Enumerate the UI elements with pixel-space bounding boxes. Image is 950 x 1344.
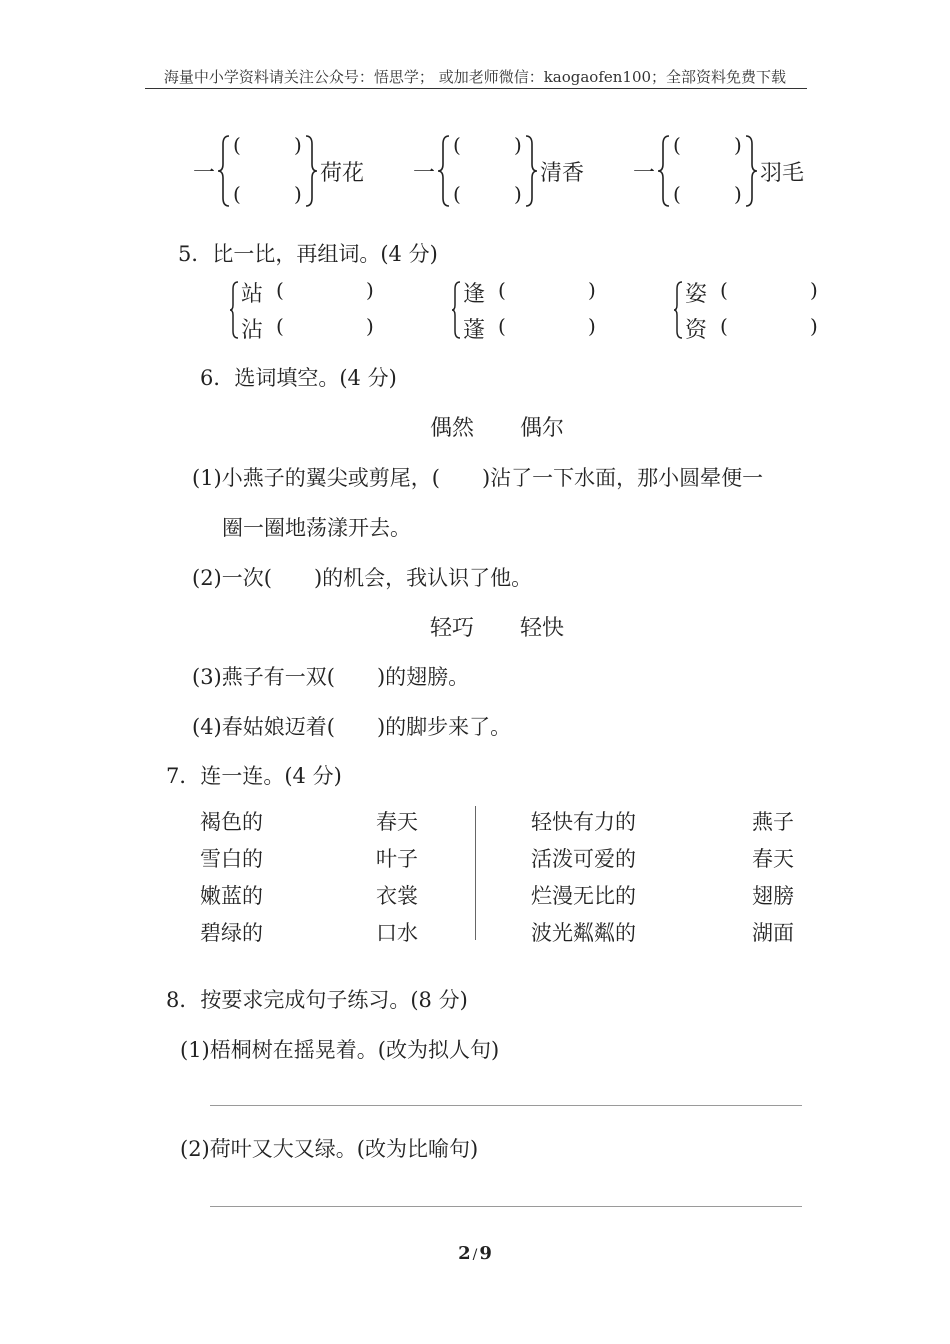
blank-close-paren: )	[514, 133, 522, 157]
column-divider	[475, 806, 476, 940]
q7-left-b: 口水	[376, 921, 418, 945]
q7-left-b: 春天	[376, 810, 418, 834]
q6-choice: 轻巧	[430, 616, 475, 641]
blank-open-paren: (	[498, 278, 506, 302]
blank-close-paren: )	[734, 182, 742, 206]
q8-item-1: (1)梧桐树在摇晃着。(改为拟人句)	[180, 1038, 500, 1062]
right-brace-icon	[304, 134, 318, 208]
q6-choice: 偶然	[430, 416, 475, 441]
blank-close-paren: )	[294, 182, 302, 206]
q5-char: 资	[685, 318, 708, 343]
blank-close-paren: )	[810, 314, 818, 338]
blank-close-paren: )	[294, 133, 302, 157]
left-brace-icon	[657, 134, 671, 208]
blank-open-paren: (	[673, 133, 681, 157]
q8-title: 8．按要求完成句子练习。(8 分)	[166, 988, 468, 1012]
q8-item-2: (2)荷叶又大又绿。(改为比喻句)	[180, 1137, 479, 1161]
left-brace-icon	[217, 134, 231, 208]
q5-char: 蓬	[463, 318, 486, 343]
q4-prefix: 一	[413, 161, 436, 186]
page-number	[0, 1243, 950, 1264]
q5-char: 逢	[463, 282, 486, 307]
left-brace-icon	[229, 281, 239, 339]
blank-close-paren: )	[588, 278, 596, 302]
blank-open-paren: (	[720, 278, 728, 302]
blank-close-paren: )	[734, 133, 742, 157]
q7-right-b: 燕子	[752, 810, 794, 834]
q7-left-b: 衣裳	[376, 884, 418, 908]
page-separator: /	[472, 1247, 478, 1263]
q5-char: 沾	[241, 318, 264, 343]
blank-open-paren: (	[233, 182, 241, 206]
q5-char: 姿	[685, 282, 708, 307]
blank-close-paren: )	[810, 278, 818, 302]
answer-line[interactable]	[210, 1206, 802, 1207]
page-total: 9	[479, 1243, 492, 1264]
q5-title: 5．比一比，再组词。(4 分)	[178, 242, 438, 266]
q7-left-a: 褐色的	[200, 810, 263, 834]
q7-right-a: 波光粼粼的	[531, 921, 636, 945]
q4-prefix: 一	[633, 161, 656, 186]
q5-char: 站	[241, 282, 264, 307]
blank-open-paren: (	[498, 314, 506, 338]
q7-right-a: 轻快有力的	[531, 810, 636, 834]
blank-open-paren: (	[673, 182, 681, 206]
answer-line[interactable]	[210, 1105, 802, 1106]
q6-item-2: (2)一次( )的机会，我认识了他。	[192, 566, 533, 590]
page-current: 2	[458, 1243, 471, 1264]
q7-right-b: 春天	[752, 847, 794, 871]
q7-right-a: 活泼可爱的	[531, 847, 636, 871]
blank-open-paren: (	[233, 133, 241, 157]
q7-left-b: 叶子	[376, 847, 418, 871]
q7-left-a: 嫩蓝的	[200, 884, 263, 908]
right-brace-icon	[744, 134, 758, 208]
q6-item-3: (3)燕子有一双( )的翅膀。	[192, 665, 470, 689]
q7-title: 7．连一连。(4 分)	[166, 764, 342, 788]
q7-right-b: 翅膀	[752, 884, 794, 908]
blank-close-paren: )	[588, 314, 596, 338]
blank-open-paren: (	[453, 133, 461, 157]
left-brace-icon	[451, 281, 461, 339]
blank-close-paren: )	[366, 278, 374, 302]
q7-left-a: 碧绿的	[200, 921, 263, 945]
q7-right-a: 烂漫无比的	[531, 884, 636, 908]
q6-item-1: (1)小燕子的翼尖或剪尾，( )沾了一下水面，那小圆晕便一	[192, 466, 764, 490]
q4-word: 羽毛	[760, 161, 805, 186]
q7-left-a: 雪白的	[200, 847, 263, 871]
blank-close-paren: )	[514, 182, 522, 206]
page-header: 海量中小学资料请关注公众号：悟思学； 或加老师微信：kaogaofen100；全部资料免费下载	[163, 68, 787, 86]
blank-close-paren: )	[366, 314, 374, 338]
blank-open-paren: (	[453, 182, 461, 206]
q6-item-4: (4)春姑娘迈着( )的脚步来了。	[192, 715, 512, 739]
left-brace-icon	[437, 134, 451, 208]
q6-choice: 轻快	[520, 616, 565, 641]
q6-item-1-cont: 圈一圈地荡漾开去。	[222, 516, 411, 540]
q4-prefix: 一	[193, 161, 216, 186]
blank-open-paren: (	[276, 314, 284, 338]
header-divider	[145, 88, 807, 89]
q6-choice: 偶尔	[520, 416, 565, 441]
q7-right-b: 湖面	[752, 921, 794, 945]
blank-open-paren: (	[720, 314, 728, 338]
q6-title: 6．选词填空。(4 分)	[200, 366, 397, 390]
q4-word: 清香	[540, 161, 585, 186]
q4-word: 荷花	[320, 161, 365, 186]
right-brace-icon	[524, 134, 538, 208]
left-brace-icon	[673, 281, 683, 339]
blank-open-paren: (	[276, 278, 284, 302]
